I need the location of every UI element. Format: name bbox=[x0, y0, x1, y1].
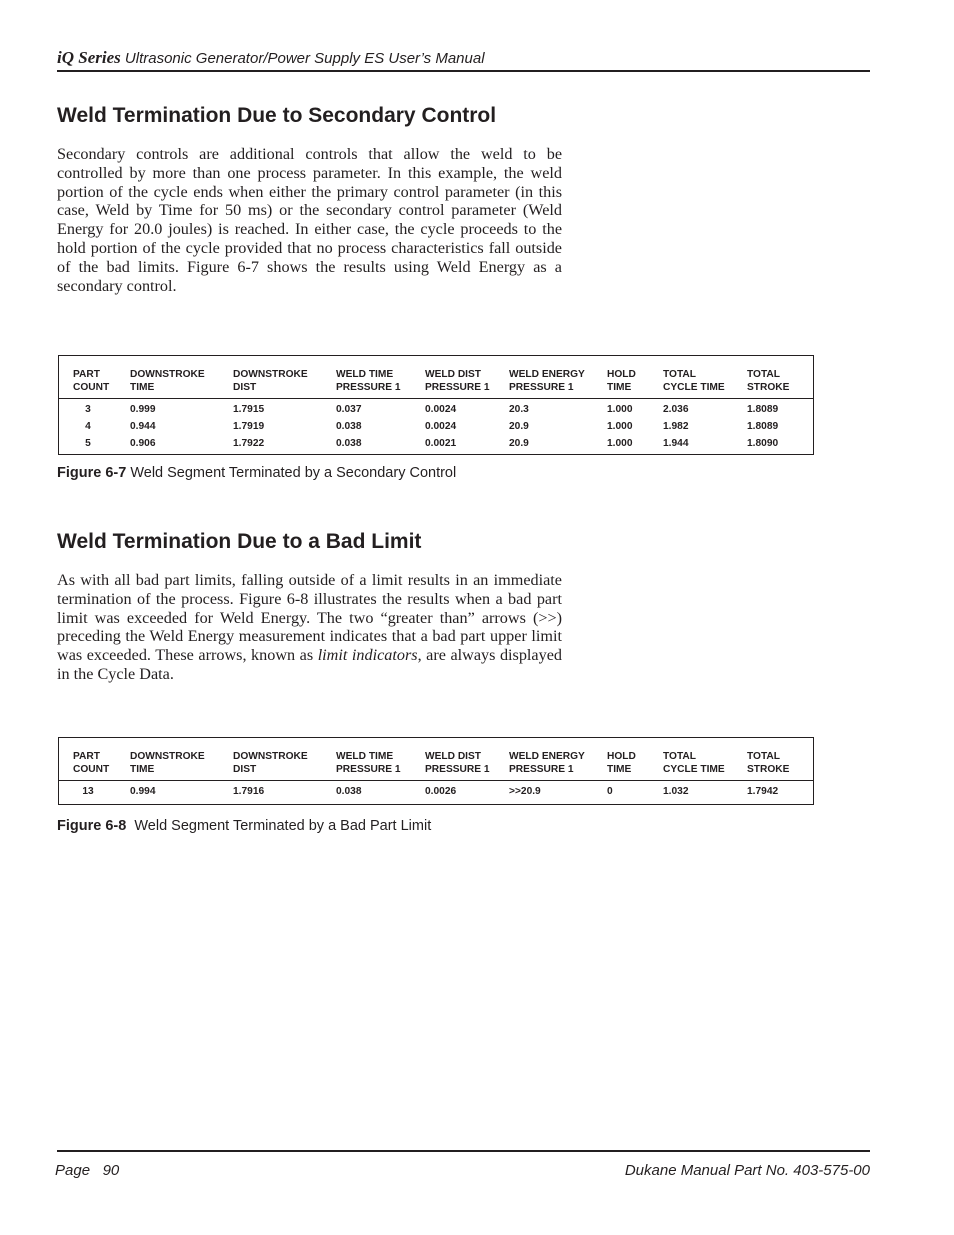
cell-weld-time-pressure: 0.037 bbox=[336, 404, 362, 415]
column-header-total-cycle-time: TOTAL CYCLE TIME bbox=[663, 751, 725, 775]
cell-hold-time: 1.000 bbox=[607, 404, 633, 415]
column-header-downstroke-time: DOWNSTROKE TIME bbox=[130, 751, 205, 775]
figure-caption-text: Weld Segment Terminated by a Bad Part Limit bbox=[134, 818, 432, 834]
limit-indicators-term: limit indicators bbox=[317, 646, 418, 665]
cell-downstroke-time: 0.906 bbox=[130, 438, 156, 449]
column-header-weld-energy-pressure: WELD ENERGY PRESSURE 1 bbox=[509, 751, 585, 775]
series-brand: iQ Series bbox=[57, 48, 121, 67]
cell-downstroke-time: 0.994 bbox=[130, 786, 156, 797]
cell-weld-energy-pressure: 20.9 bbox=[509, 438, 529, 449]
running-header bbox=[57, 48, 485, 69]
table-row bbox=[59, 783, 813, 800]
cell-weld-time-pressure: 0.038 bbox=[336, 786, 362, 797]
cell-weld-energy-pressure: 20.9 bbox=[509, 421, 529, 432]
cycle-data-table-secondary bbox=[58, 355, 814, 455]
cell-downstroke-dist: 1.7919 bbox=[233, 421, 265, 432]
cell-weld-energy-pressure: 20.3 bbox=[509, 404, 529, 415]
cell-total-stroke: 1.8089 bbox=[747, 421, 779, 432]
cell-downstroke-dist: 1.7922 bbox=[233, 438, 265, 449]
figure-caption-6-8 bbox=[57, 817, 431, 835]
cell-weld-dist-pressure: 0.0021 bbox=[425, 438, 457, 449]
cell-downstroke-time: 0.944 bbox=[130, 421, 156, 432]
cell-total-stroke: 1.8089 bbox=[747, 404, 779, 415]
column-header-hold-time: HOLD TIME bbox=[607, 751, 636, 775]
figure-caption-6-7 bbox=[57, 464, 456, 482]
column-header-downstroke-dist: DOWNSTROKE DIST bbox=[233, 369, 308, 393]
cell-part-count: 5 bbox=[85, 438, 91, 449]
cell-downstroke-time: 0.999 bbox=[130, 404, 156, 415]
footer-rule bbox=[57, 1150, 870, 1152]
section-heading-bad-limit: Weld Termination Due to a Bad Limit bbox=[57, 530, 422, 553]
column-header-total-stroke: TOTAL STROKE bbox=[747, 369, 790, 393]
table-row bbox=[59, 401, 813, 418]
table-header-row bbox=[59, 738, 813, 781]
cell-hold-time: 1.000 bbox=[607, 438, 633, 449]
table-header-row bbox=[59, 356, 813, 399]
cell-weld-time-pressure: 0.038 bbox=[336, 438, 362, 449]
manual-title: Ultrasonic Generator/Power Supply ES User’s Manual bbox=[124, 50, 485, 67]
figure-label: Figure 6-7 bbox=[57, 465, 127, 481]
figure-label: Figure 6-8 bbox=[57, 818, 127, 834]
column-header-total-stroke: TOTAL STROKE bbox=[747, 751, 790, 775]
cell-total-cycle-time: 2.036 bbox=[663, 404, 689, 415]
column-header-total-cycle-time: TOTAL CYCLE TIME bbox=[663, 369, 725, 393]
column-header-hold-time: HOLD TIME bbox=[607, 369, 636, 393]
section-heading-secondary-control: Weld Termination Due to Secondary Control bbox=[57, 104, 497, 127]
column-header-weld-time-pressure: WELD TIME PRESSURE 1 bbox=[336, 369, 401, 393]
cell-part-count: 4 bbox=[85, 421, 91, 432]
table-row bbox=[59, 418, 813, 435]
paragraph-bad-limit: As with all bad part limits, falling outside of a limit results in an immediate termination of the process. Figure 6-8 illustrates the results when a bad part limit was exceeded for Weld Energy. The two “greater than” arrows (>>) preceding the Weld Energy measurement indicates that a bad part upper limit was exceeded. These arrows, known as limit indicators, are always displayed in the Cycle Data. bbox=[57, 571, 562, 683]
column-header-part-count: PART COUNT bbox=[73, 751, 110, 775]
cycle-data-table-bad-limit bbox=[58, 737, 814, 805]
header-rule bbox=[57, 70, 870, 72]
column-header-weld-dist-pressure: WELD DIST PRESSURE 1 bbox=[425, 369, 490, 393]
cell-total-cycle-time: 1.982 bbox=[663, 421, 689, 432]
cell-hold-time: 0 bbox=[607, 786, 613, 797]
cell-hold-time: 1.000 bbox=[607, 421, 633, 432]
column-header-weld-dist-pressure: WELD DIST PRESSURE 1 bbox=[425, 751, 490, 775]
cell-total-stroke: 1.7942 bbox=[747, 786, 779, 797]
cell-weld-dist-pressure: 0.0024 bbox=[425, 421, 457, 432]
column-header-weld-time-pressure: WELD TIME PRESSURE 1 bbox=[336, 751, 401, 775]
cell-weld-energy-pressure: >>20.9 bbox=[509, 786, 541, 797]
cell-weld-dist-pressure: 0.0024 bbox=[425, 404, 457, 415]
column-header-part-count: PART COUNT bbox=[73, 369, 110, 393]
column-header-weld-energy-pressure: WELD ENERGY PRESSURE 1 bbox=[509, 369, 585, 393]
cell-total-stroke: 1.8090 bbox=[747, 438, 779, 449]
cell-part-count: 3 bbox=[85, 404, 91, 415]
page-number: Page 90 bbox=[55, 1162, 120, 1179]
table-row bbox=[59, 435, 813, 452]
manual-part-number: Dukane Manual Part No. 403-575-00 bbox=[624, 1162, 870, 1179]
figure-caption-text: Weld Segment Terminated by a Secondary Control bbox=[130, 465, 457, 481]
cell-weld-dist-pressure: 0.0026 bbox=[425, 786, 457, 797]
cell-weld-time-pressure: 0.038 bbox=[336, 421, 362, 432]
cell-downstroke-dist: 1.7915 bbox=[233, 404, 265, 415]
cell-total-cycle-time: 1.032 bbox=[663, 786, 689, 797]
cell-downstroke-dist: 1.7916 bbox=[233, 786, 265, 797]
column-header-downstroke-time: DOWNSTROKE TIME bbox=[130, 369, 205, 393]
cell-total-cycle-time: 1.944 bbox=[663, 438, 689, 449]
paragraph-secondary-control: Secondary controls are additional controls that allow the weld to be controlled by more than one process parameter. In this example, the weld portion of the cycle ends when either the primary control parameter (in this case, Weld by Time for 50 ms) or the secondary control parameter (Weld Energy for 20.0 joules) is reached. In either case, the cycle proceeds to the hold portion of the cycle provided that no process characteristics fall outside of the bad limits. Figure 6-7 shows the results using Weld Energy as a secondary control. bbox=[57, 145, 562, 295]
cell-part-count: 13 bbox=[82, 786, 94, 797]
column-header-downstroke-dist: DOWNSTROKE DIST bbox=[233, 751, 308, 775]
